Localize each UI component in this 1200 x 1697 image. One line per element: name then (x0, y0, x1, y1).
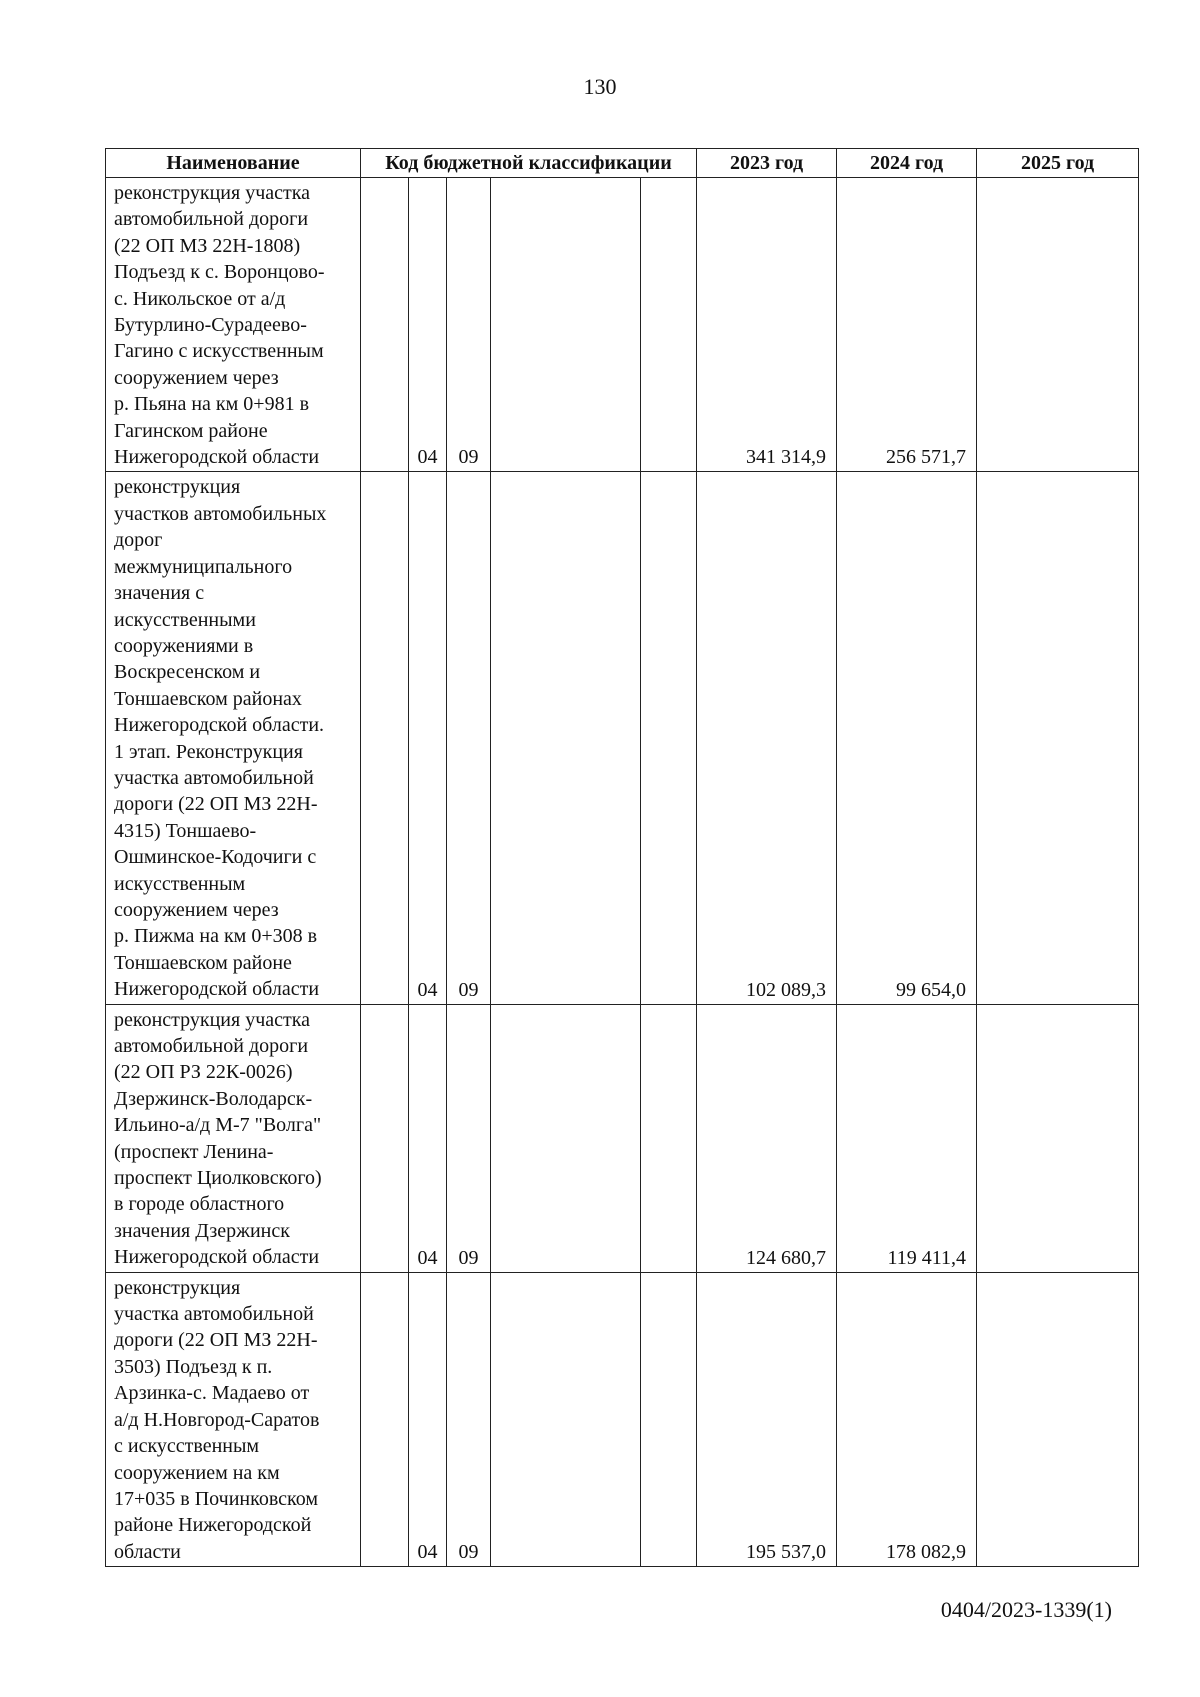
code-subsection: 09 (447, 1272, 491, 1566)
row-name-text: реконструкция участка автомобильной дороги (22 ОП МЗ 22Н-1808) Подъезд к с. Воронцово- с. Никольское от а/д Бутурлино-Сурадеево- Гагино с искусственным сооружением через р. Пьяна на км 0+981 в Гагинском районе Нижегородской области (114, 182, 325, 469)
value-2025 (977, 472, 1139, 1004)
code-cell-empty (361, 1004, 409, 1272)
code-cell-empty (361, 1272, 409, 1566)
code-subsection: 09 (447, 178, 491, 472)
value-2023: 195 537,0 (697, 1272, 837, 1566)
value-2024: 119 411,4 (837, 1004, 977, 1272)
row-name (106, 472, 361, 1004)
code-cell-empty (491, 178, 641, 472)
row-name-text: реконструкция участка автомобильной дороги (22 ОП МЗ 22Н- 3503) Подъезд к п. Арзинка-с. Мадаево от а/д Н.Новгород-Саратов с искусственным сооружением на км 17+035 в Починковском районе Нижегородской области (114, 1276, 320, 1563)
code-cell-empty (641, 1004, 697, 1272)
row-name (106, 178, 361, 472)
code-section: 04 (409, 178, 447, 472)
header-2025: 2025 год (977, 149, 1139, 178)
header-2024: 2024 год (837, 149, 977, 178)
code-cell-empty (641, 178, 697, 472)
header-code: Код бюджетной классификации (361, 149, 697, 178)
table-row (106, 178, 1139, 472)
code-cell-empty (641, 1272, 697, 1566)
value-2024: 99 654,0 (837, 472, 977, 1004)
budget-table (105, 148, 1139, 1567)
table-row (106, 1272, 1139, 1566)
value-2023: 124 680,7 (697, 1004, 837, 1272)
header-2023: 2023 год (697, 149, 837, 178)
value-2024: 256 571,7 (837, 178, 977, 472)
code-cell-empty (361, 178, 409, 472)
code-section: 04 (409, 1272, 447, 1566)
value-2025 (977, 1004, 1139, 1272)
row-name-text: реконструкция участка автомобильной дороги (22 ОП РЗ 22К-0026) Дзержинск-Володарск- Ильино-а/д М-7 "Волга" (проспект Ленина- проспект Циолковского) в городе областного значения Дзержинск Нижегородской области (114, 1008, 322, 1269)
table-row (106, 1004, 1139, 1272)
code-cell-empty (491, 1272, 641, 1566)
table-header-row (106, 149, 1139, 178)
row-name (106, 1272, 361, 1566)
row-name-text: реконструкция участков автомобильных дорог межмуниципального значения с искусственными сооружениями в Воскресенском и Тоншаевском районах Нижегородской области. 1 этап. Реконструкция участка автомобильной дороги (22 ОП МЗ 22Н- 4315) Тоншаево- Ошминское-Кодочиги с искусственным сооружением через р. Пижма на км 0+308 в Тоншаевском районе Нижегородской области (114, 476, 327, 1001)
document-code: 0404/2023-1339(1) (940, 1597, 1112, 1622)
code-cell-empty (491, 1004, 641, 1272)
value-2023: 102 089,3 (697, 472, 837, 1004)
table-row (106, 472, 1139, 1004)
value-2023: 341 314,9 (697, 178, 837, 472)
code-cell-empty (361, 472, 409, 1004)
header-name: Наименование (106, 149, 361, 178)
code-cell-empty (491, 472, 641, 1004)
code-section: 04 (409, 1004, 447, 1272)
code-section: 04 (409, 472, 447, 1004)
code-subsection: 09 (447, 1004, 491, 1272)
row-name (106, 1004, 361, 1272)
page-number: 130 (583, 74, 617, 99)
code-cell-empty (641, 472, 697, 1004)
code-subsection: 09 (447, 472, 491, 1004)
value-2024: 178 082,9 (837, 1272, 977, 1566)
value-2025 (977, 178, 1139, 472)
value-2025 (977, 1272, 1139, 1566)
